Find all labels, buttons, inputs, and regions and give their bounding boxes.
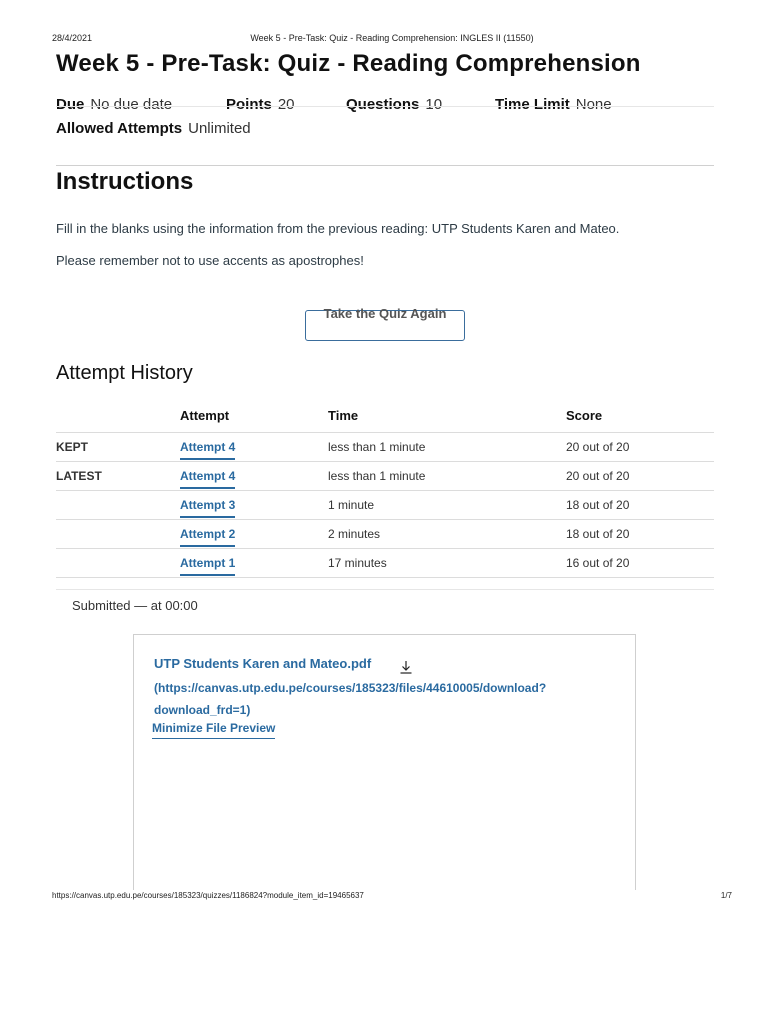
attempt-score: 18 out of 20	[566, 491, 714, 520]
attempt-status: KEPT	[56, 433, 180, 462]
print-footer-url: https://canvas.utp.edu.pe/courses/185323/quizzes/1186824?module_item_id=19465637	[52, 891, 364, 900]
time-limit-detail	[495, 96, 612, 113]
due-detail	[56, 96, 226, 113]
column-header-status	[56, 398, 180, 433]
quiz-details-row	[56, 96, 714, 120]
minimize-file-preview-link[interactable]: Minimize File Preview	[152, 721, 275, 739]
attempt-time: 17 minutes	[328, 549, 566, 578]
attempt-time: 2 minutes	[328, 520, 566, 549]
questions-value: 10	[425, 96, 443, 113]
questions-detail	[346, 96, 495, 113]
submitted-text: Submitted — at 00:00	[72, 598, 198, 613]
quiz-details	[56, 96, 714, 144]
time-limit-label: Time Limit	[495, 96, 570, 113]
file-download-url-line: download_frd=1)	[154, 703, 251, 717]
instructions-paragraph: Fill in the blanks using the information from the previous reading: UTP Students Karen and Mateo.	[56, 221, 620, 236]
print-page-number: 1/7	[720, 891, 732, 900]
table-row	[56, 520, 714, 549]
attempt-score: 16 out of 20	[566, 549, 714, 578]
instructions-paragraph: Please remember not to use accents as apostrophes!	[56, 253, 364, 268]
page-title: Week 5 - Pre-Task: Quiz - Reading Comprehension	[56, 50, 641, 77]
attempt-status	[56, 491, 180, 520]
attempt-status	[56, 520, 180, 549]
file-download-url[interactable]	[154, 677, 604, 721]
divider	[56, 589, 714, 590]
file-download-url-line: (https://canvas.utp.edu.pe/courses/185323/files/44610005/download?	[154, 681, 547, 695]
instructions-heading: Instructions	[56, 168, 194, 195]
file-link[interactable]: UTP Students Karen and Mateo.pdf	[154, 656, 372, 671]
allowed-attempts-detail	[56, 120, 251, 137]
attempt-link[interactable]: Attempt 1	[180, 556, 235, 576]
column-header-time: Time	[328, 407, 359, 423]
points-value: 20	[277, 96, 295, 113]
print-document-title: Week 5 - Pre-Task: Quiz - Reading Comprehension: INGLES II (11550)	[250, 33, 534, 43]
column-header-score: Score	[566, 407, 603, 423]
download-icon[interactable]	[399, 660, 413, 674]
attempt-status: LATEST	[56, 462, 180, 491]
attempt-history-table	[56, 398, 714, 578]
attempt-link[interactable]: Attempt 3	[180, 498, 235, 518]
file-preview-panel	[133, 634, 636, 890]
quiz-details-row	[56, 120, 714, 144]
table-header-row	[56, 398, 714, 433]
due-value: No due date	[90, 96, 173, 113]
table-row	[56, 549, 714, 578]
attempt-link[interactable]: Attempt 2	[180, 527, 235, 547]
table-row	[56, 433, 714, 462]
table-row	[56, 462, 714, 491]
attempt-link[interactable]: Attempt 4	[180, 440, 235, 460]
column-header-attempt: Attempt	[180, 407, 230, 423]
divider	[56, 106, 714, 107]
attempt-time: less than 1 minute	[328, 462, 566, 491]
points-detail	[226, 96, 346, 113]
points-label: Points	[226, 96, 272, 113]
take-quiz-again-button[interactable]	[305, 306, 465, 341]
attempt-score: 20 out of 20	[566, 462, 714, 491]
attempt-time: 1 minute	[328, 491, 566, 520]
attempt-score: 20 out of 20	[566, 433, 714, 462]
attempt-history-heading: Attempt History	[56, 362, 193, 384]
take-quiz-again-label: Take the Quiz Again	[323, 306, 447, 321]
print-date: 28/4/2021	[52, 33, 93, 43]
due-label: Due	[56, 96, 85, 113]
divider	[56, 165, 714, 166]
time-limit-value: None	[575, 96, 612, 113]
attempt-score: 18 out of 20	[566, 520, 714, 549]
table-row	[56, 491, 714, 520]
attempt-link[interactable]: Attempt 4	[180, 469, 235, 489]
allowed-attempts-value: Unlimited	[188, 120, 251, 137]
allowed-attempts-label: Allowed Attempts	[56, 120, 183, 137]
attempt-time: less than 1 minute	[328, 433, 566, 462]
attempt-status	[56, 549, 180, 578]
print-header	[52, 33, 732, 45]
questions-label: Questions	[346, 96, 420, 113]
